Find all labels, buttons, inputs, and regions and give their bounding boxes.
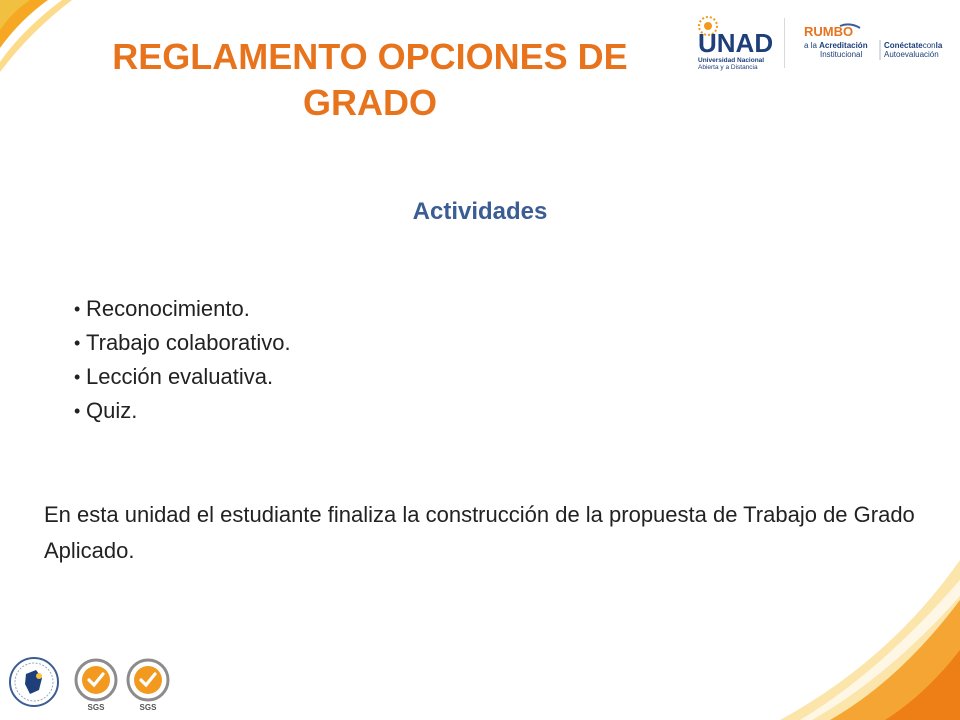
unit-description: En esta unidad el estudiante finaliza la construcción de la propuesta de Trabajo de Grado Aplicado. — [44, 502, 915, 563]
rumbo-line-2: Institucional — [820, 50, 863, 59]
unad-name-line-2: Abierta y a Distancia — [698, 64, 758, 71]
section-subtitle: Actividades — [412, 198, 548, 225]
title-line-1: REGLAMENTO OPCIONES DE — [112, 36, 628, 77]
header-divider — [784, 18, 785, 68]
rumbo-acreditacion-logo — [800, 22, 950, 68]
colombia-seal-icon — [10, 658, 58, 706]
sgs-certification-badge-2 — [128, 660, 168, 712]
list-item: • Trabajo colaborativo. — [74, 326, 291, 360]
rumbo-word: RUMBO — [804, 24, 854, 39]
activities-list — [74, 292, 291, 428]
list-item: • Lección evaluativa. — [74, 360, 291, 394]
title-line-2: GRADO — [303, 82, 437, 123]
autoevaluacion-line: Autoevaluación — [884, 50, 939, 59]
svg-text:SGS: SGS — [139, 703, 157, 712]
certification-badges — [6, 652, 176, 714]
rumbo-line-1: a la Acreditación — [804, 41, 868, 50]
conectate-line: Conéctateconla — [884, 41, 943, 50]
unad-logo — [694, 12, 776, 72]
unad-name-line-1: Universidad Nacional — [698, 57, 765, 64]
page-title — [60, 34, 680, 126]
sgs-certification-badge-1 — [76, 660, 116, 712]
list-item: • Quiz. — [74, 394, 291, 428]
unad-letters: UNAD — [698, 28, 774, 58]
svg-text:SGS: SGS — [87, 703, 105, 712]
list-item: • Reconocimiento. — [74, 292, 291, 326]
